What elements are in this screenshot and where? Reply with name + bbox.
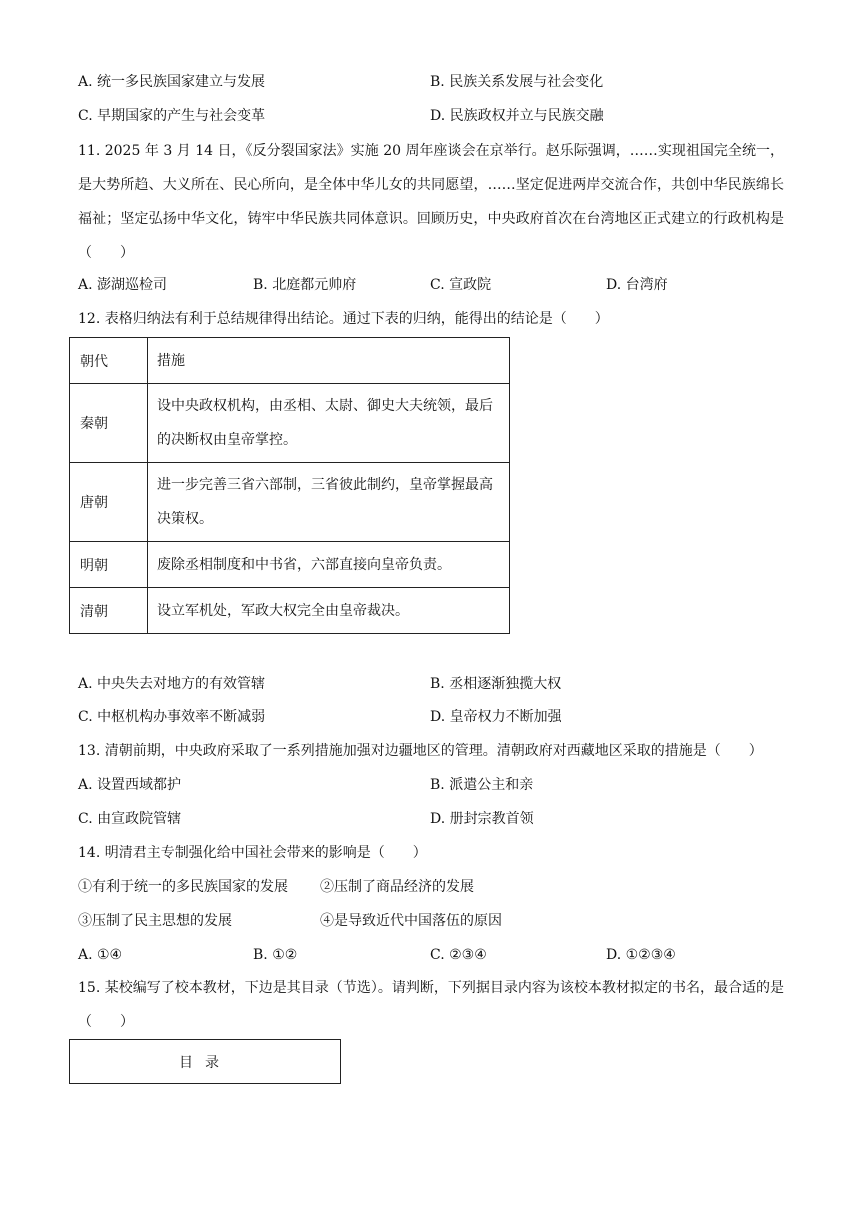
toc-box — [69, 1039, 341, 1084]
table-row — [70, 588, 510, 634]
table-cell-measure: 废除丞相制度和中书省，六部直接向皇帝负责。 — [148, 542, 510, 588]
q12-stem: 12. 表格归纳法有利于总结规律得出结论。通过下表的归纳，能得出的结论是（ ） — [78, 311, 609, 327]
table-cell-dynasty: 明朝 — [70, 542, 148, 588]
q11-option-b: B. 北庭都元帅府 — [253, 277, 357, 293]
table-header-dynasty: 朝代 — [70, 338, 148, 384]
q13-option-d: D. 册封宗教首领 — [430, 811, 534, 827]
table-cell-measure: 设中央政权机构，由丞相、太尉、御史大夫统领，最后的决断权由皇帝掌控。 — [148, 384, 510, 463]
q15-stem: 15. 某校编写了校本教材，下边是其目录（节选）。请判断，下列据目录内容为该校本教材拟定的书名，最合适的是（ ） — [78, 980, 784, 1030]
q14-option-c: C. ②③④ — [430, 947, 487, 963]
q14-option-d: D. ①②③④ — [606, 947, 676, 963]
q11-stem: 11. 2025 年 3 月 14 日，《反分裂国家法》实施 20 周年座谈会在京举行。赵乐际强调，……实现祖国完全统一，是大势所趋、大义所在、民心所向，是全体中华儿女的共同愿望，……坚定促进两岸交流合作，共创中华民族绵长福祉；坚定弘扬中华文化，铸牢中华民族共同体意识。回顾历史，中央政府首次在台湾地区正式建立的行政机构是（ ） — [78, 143, 784, 261]
q10-option-a: A. 统一多民族国家建立与发展 — [78, 74, 266, 90]
table-row — [70, 542, 510, 588]
table-row — [70, 463, 510, 542]
q13-option-a: A. 设置西域都护 — [78, 777, 182, 793]
q14-item-1: ①有利于统一的多民族国家的发展 — [78, 879, 288, 895]
table-header-measure: 措施 — [148, 338, 510, 384]
q12-option-a: A. 中央失去对地方的有效管辖 — [78, 676, 266, 692]
q14-item-4: ④是导致近代中国落伍的原因 — [320, 913, 502, 929]
q11-option-a: A. 澎湖巡检司 — [78, 277, 168, 293]
q11-option-c: C. 宣政院 — [430, 277, 492, 293]
table-header-row — [70, 338, 510, 384]
toc-title: 目录 — [179, 1054, 231, 1071]
q14-stem: 14. 明清君主专制强化给中国社会带来的影响是（ ） — [78, 845, 427, 861]
table-cell-measure: 设立军机处，军政大权完全由皇帝裁决。 — [148, 588, 510, 634]
q10-option-d: D. 民族政权并立与民族交融 — [430, 108, 604, 124]
q11-option-d: D. 台湾府 — [606, 277, 668, 293]
q12-table — [69, 337, 510, 634]
q12-option-d: D. 皇帝权力不断加强 — [430, 709, 562, 725]
table-cell-dynasty: 秦朝 — [70, 384, 148, 463]
q12-option-b: B. 丞相逐渐独揽大权 — [430, 676, 562, 692]
q12-option-c: C. 中枢机构办事效率不断减弱 — [78, 709, 266, 725]
q14-item-2: ②压制了商品经济的发展 — [320, 879, 474, 895]
q13-stem: 13. 清朝前期，中央政府采取了一系列措施加强对边疆地区的管理。清朝政府对西藏地区采取的措施是（ ） — [78, 743, 763, 759]
table-cell-dynasty: 清朝 — [70, 588, 148, 634]
q10-option-b: B. 民族关系发展与社会变化 — [430, 74, 604, 90]
q14-option-a: A. ①④ — [78, 947, 123, 963]
q14-option-b: B. ①② — [253, 947, 298, 963]
q10-option-c: C. 早期国家的产生与社会变革 — [78, 108, 266, 124]
q13-option-b: B. 派遣公主和亲 — [430, 777, 534, 793]
q14-item-3: ③压制了民主思想的发展 — [78, 913, 232, 929]
table-row — [70, 384, 510, 463]
q13-option-c: C. 由宣政院管辖 — [78, 811, 182, 827]
table-cell-measure: 进一步完善三省六部制，三省彼此制约，皇帝掌握最高决策权。 — [148, 463, 510, 542]
table-cell-dynasty: 唐朝 — [70, 463, 148, 542]
